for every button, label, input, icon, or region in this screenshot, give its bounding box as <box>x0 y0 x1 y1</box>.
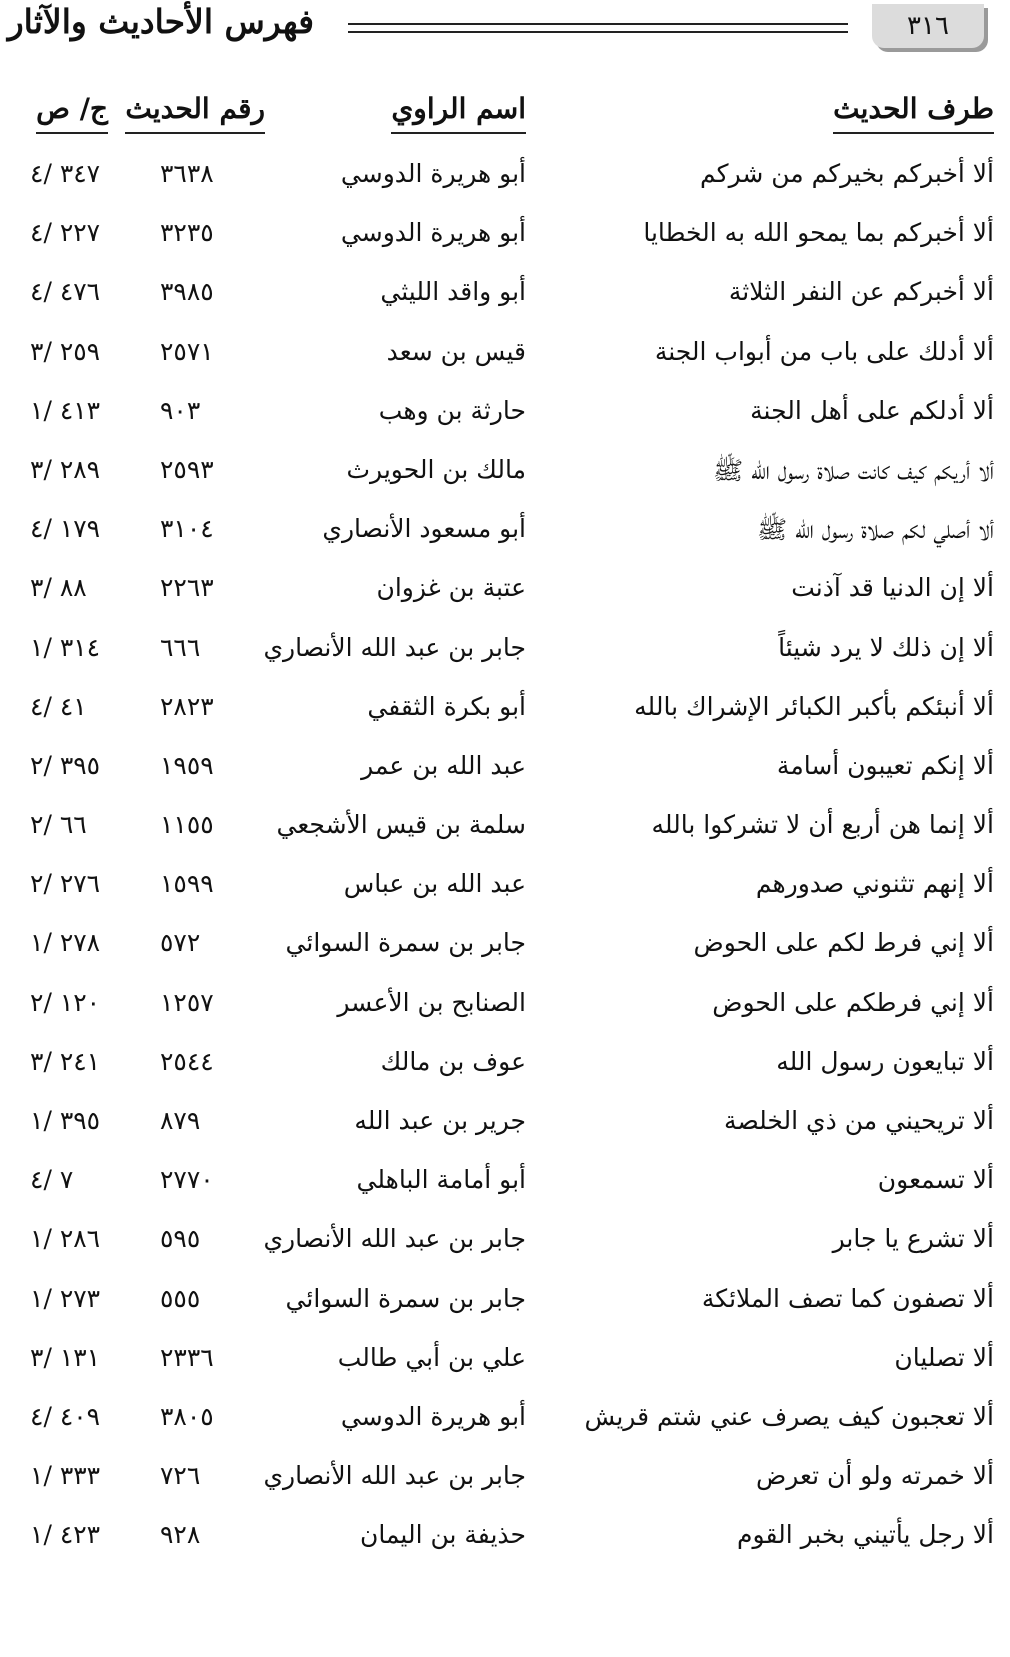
hadith-start-cell: ألا تشرع يا جابر <box>832 1224 994 1254</box>
volume-page-cell: ٦٦ /٢ <box>30 810 87 840</box>
hadith-number-cell: ٥٩٥ <box>160 1224 201 1254</box>
hadith-number-cell: ١٥٩٩ <box>160 869 214 899</box>
table-row <box>0 329 1010 388</box>
narrator-cell: علي بن أبي طالب <box>337 1342 526 1372</box>
hadith-start-cell: ألا أخبركم بما يمحو الله به الخطايا <box>643 218 994 248</box>
narrator-cell: أبو هريرة الدوسي <box>340 1401 526 1431</box>
hadith-start-cell: ألا تصليان <box>894 1342 994 1372</box>
hadith-start-cell: ألا إنما هن أربع أن لا تشركوا بالله <box>651 810 994 840</box>
hadith-start-cell: ألا تصفون كما تصف الملائكة <box>701 1283 994 1313</box>
hadith-start-cell: ألا أريكم كيف كانت صلاة رسول الله ﷺ <box>712 455 994 485</box>
header-rule <box>348 31 848 33</box>
table-row <box>0 151 1010 210</box>
hadith-number-cell: ٢٢٦٣ <box>160 573 214 603</box>
index-table <box>0 151 1010 1572</box>
table-row <box>0 861 1010 920</box>
volume-page-cell: ١٣١ /٣ <box>30 1342 101 1372</box>
narrator-cell: أبو واقد الليثي <box>380 277 526 307</box>
hadith-start-cell: ألا أدلكم على أهل الجنة <box>750 395 994 425</box>
hadith-start-cell: ألا إن الدنيا قد آذنت <box>791 573 994 603</box>
hadith-start-cell: ألا إنهم تثنوني صدورهم <box>755 869 994 899</box>
narrator-cell: أبو أمامة الباهلي <box>356 1165 526 1195</box>
hadith-start-cell: ألا تبايعون رسول الله <box>776 1046 994 1076</box>
hadith-start-cell: ألا تعجبون كيف يصرف عني شتم قريش <box>584 1401 994 1431</box>
volume-page-cell: ٢٨٦ /١ <box>30 1224 101 1254</box>
narrator-cell: جابر بن سمرة السوائي <box>285 928 526 958</box>
volume-page-cell: ٢٢٧ /٤ <box>30 218 101 248</box>
volume-page-cell: ٢٥٩ /٣ <box>30 336 101 366</box>
hadith-number-cell: ٣٢٣٥ <box>160 218 214 248</box>
hadith-number-cell: ٩٢٨ <box>160 1520 201 1550</box>
narrator-cell: جابر بن عبد الله الأنصاري <box>263 1461 526 1491</box>
hadith-number-cell: ١٩٥٩ <box>160 750 214 780</box>
narrator-cell: أبو بكرة الثقفي <box>367 691 526 721</box>
volume-page-cell: ٤١ /٤ <box>30 691 87 721</box>
table-row <box>0 269 1010 328</box>
hadith-start-cell: ألا رجل يأتيني بخبر القوم <box>737 1520 994 1550</box>
hadith-number-cell: ٢٥٤٤ <box>160 1046 214 1076</box>
table-row <box>0 743 1010 802</box>
hadith-start-cell: ألا أنبئكم بأكبر الكبائر الإشراك بالله <box>634 691 994 721</box>
hadith-number-cell: ٢٨٢٣ <box>160 691 214 721</box>
table-row <box>0 802 1010 861</box>
hadith-start-cell: ألا إني فرط لكم على الحوض <box>693 928 994 958</box>
volume-page-cell: ١٧٩ /٤ <box>30 514 101 544</box>
hadith-number-cell: ٢٥٧١ <box>160 336 214 366</box>
volume-page-cell: ٣٩٥ /٢ <box>30 750 101 780</box>
hadith-start-cell: ألا خمرته ولو أن تعرض <box>755 1461 994 1491</box>
hadith-start-cell: ألا أدلك على باب من أبواب الجنة <box>654 336 994 366</box>
table-row <box>0 506 1010 565</box>
narrator-cell: أبو هريرة الدوسي <box>340 159 526 188</box>
volume-page-cell: ٣٩٥ /١ <box>30 1106 101 1135</box>
table-row <box>0 1512 1010 1571</box>
hadith-number-cell: ٥٧٢ <box>160 928 201 958</box>
column-header-narrator: اسم الراوي <box>391 92 526 134</box>
table-row <box>0 920 1010 979</box>
narrator-cell: جابر بن سمرة السوائي <box>285 1283 526 1313</box>
hadith-start-cell: ألا تريحيني من ذي الخلصة <box>724 1106 994 1135</box>
hadith-number-cell: ١٢٥٧ <box>160 987 214 1017</box>
narrator-cell: مالك بن الحويرث <box>346 454 526 484</box>
narrator-cell: عوف بن مالك <box>380 1046 526 1076</box>
table-row <box>0 1157 1010 1216</box>
column-header-hadith-number: رقم الحديث <box>125 92 265 134</box>
table-row <box>0 1216 1010 1275</box>
narrator-cell: حذيفة بن اليمان <box>359 1520 526 1550</box>
volume-page-cell: ٣٤٧ /٤ <box>30 159 101 188</box>
table-row <box>0 1276 1010 1335</box>
page-number: ٣١٦ <box>872 4 984 48</box>
hadith-start-cell: ألا أصلي لكم صلاة رسول الله ﷺ <box>757 515 994 545</box>
page-title: فهرس الأحاديث والآثار <box>7 2 314 41</box>
hadith-number-cell: ٣٩٨٥ <box>160 277 214 307</box>
hadith-number-cell: ٨٧٩ <box>160 1106 201 1135</box>
hadith-start-cell: ألا إني فرطكم على الحوض <box>712 987 994 1017</box>
narrator-cell: قيس بن سعد <box>386 336 526 366</box>
narrator-cell: عبد الله بن عباس <box>343 869 526 899</box>
volume-page-cell: ٢٧٦ /٢ <box>30 869 101 899</box>
hadith-number-cell: ٦٦٦ <box>160 632 201 662</box>
narrator-cell: عتبة بن غزوان <box>376 573 526 603</box>
volume-page-cell: ١٢٠ /٢ <box>30 987 101 1017</box>
table-row <box>0 1098 1010 1157</box>
narrator-cell: جابر بن عبد الله الأنصاري <box>263 632 526 662</box>
narrator-cell: سلمة بن قيس الأشجعي <box>276 810 526 840</box>
hadith-number-cell: ٢٥٩٣ <box>160 454 214 484</box>
narrator-cell: جابر بن عبد الله الأنصاري <box>263 1224 526 1254</box>
narrator-cell: أبو هريرة الدوسي <box>340 218 526 248</box>
hadith-number-cell: ٥٥٥ <box>160 1283 201 1313</box>
hadith-number-cell: ٧٢٦ <box>160 1461 201 1491</box>
narrator-cell: عبد الله بن عمر <box>361 750 526 780</box>
volume-page-cell: ٢٤١ /٣ <box>30 1046 101 1076</box>
table-row <box>0 388 1010 447</box>
volume-page-cell: ٢٧٨ /١ <box>30 928 101 958</box>
hadith-number-cell: ٢٧٧٠ <box>160 1165 214 1195</box>
header-rule <box>348 23 848 25</box>
volume-page-cell: ٤٧٦ /٤ <box>30 277 101 307</box>
volume-page-cell: ٤٢٣ /١ <box>30 1520 101 1550</box>
hadith-number-cell: ٣١٠٤ <box>160 514 214 544</box>
hadith-start-cell: ألا إنكم تعيبون أسامة <box>776 750 994 780</box>
volume-page-cell: ٧ /٤ <box>30 1165 74 1195</box>
hadith-number-cell: ٢٣٣٦ <box>160 1342 214 1372</box>
hadith-start-cell: ألا أخبركم عن النفر الثلاثة <box>728 277 994 307</box>
hadith-number-cell: ٩٠٣ <box>160 395 201 425</box>
column-header-hadith-start: طرف الحديث <box>833 92 994 134</box>
table-row <box>0 1394 1010 1453</box>
table-row <box>0 447 1010 506</box>
table-row <box>0 1039 1010 1098</box>
narrator-cell: أبو مسعود الأنصاري <box>322 514 526 544</box>
narrator-cell: جرير بن عبد الله <box>354 1106 526 1135</box>
table-row <box>0 684 1010 743</box>
narrator-cell: حارثة بن وهب <box>378 395 526 425</box>
hadith-number-cell: ٣٦٣٨ <box>160 159 214 188</box>
volume-page-cell: ٤١٣ /١ <box>30 395 101 425</box>
narrator-cell: الصنابح بن الأعسر <box>337 987 526 1017</box>
volume-page-cell: ٣٣٣ /١ <box>30 1461 101 1491</box>
volume-page-cell: ٢٨٩ /٣ <box>30 454 101 484</box>
hadith-start-cell: ألا أخبركم بخيركم من شركم <box>700 159 994 188</box>
table-row <box>0 210 1010 269</box>
volume-page-cell: ٢٧٣ /١ <box>30 1283 101 1313</box>
hadith-number-cell: ١١٥٥ <box>160 810 214 840</box>
table-row <box>0 1453 1010 1512</box>
hadith-start-cell: ألا إن ذلك لا يرد شيئاً <box>778 632 994 662</box>
table-row <box>0 625 1010 684</box>
column-header-volume-page: ج/ ص <box>36 92 108 134</box>
volume-page-cell: ٤٠٩ /٤ <box>30 1401 101 1431</box>
hadith-number-cell: ٣٨٠٥ <box>160 1401 214 1431</box>
table-row <box>0 980 1010 1039</box>
table-row <box>0 565 1010 624</box>
table-row <box>0 1335 1010 1394</box>
hadith-start-cell: ألا تسمعون <box>877 1165 994 1195</box>
volume-page-cell: ٨٨ /٣ <box>30 573 87 603</box>
volume-page-cell: ٣١٤ /١ <box>30 632 101 662</box>
